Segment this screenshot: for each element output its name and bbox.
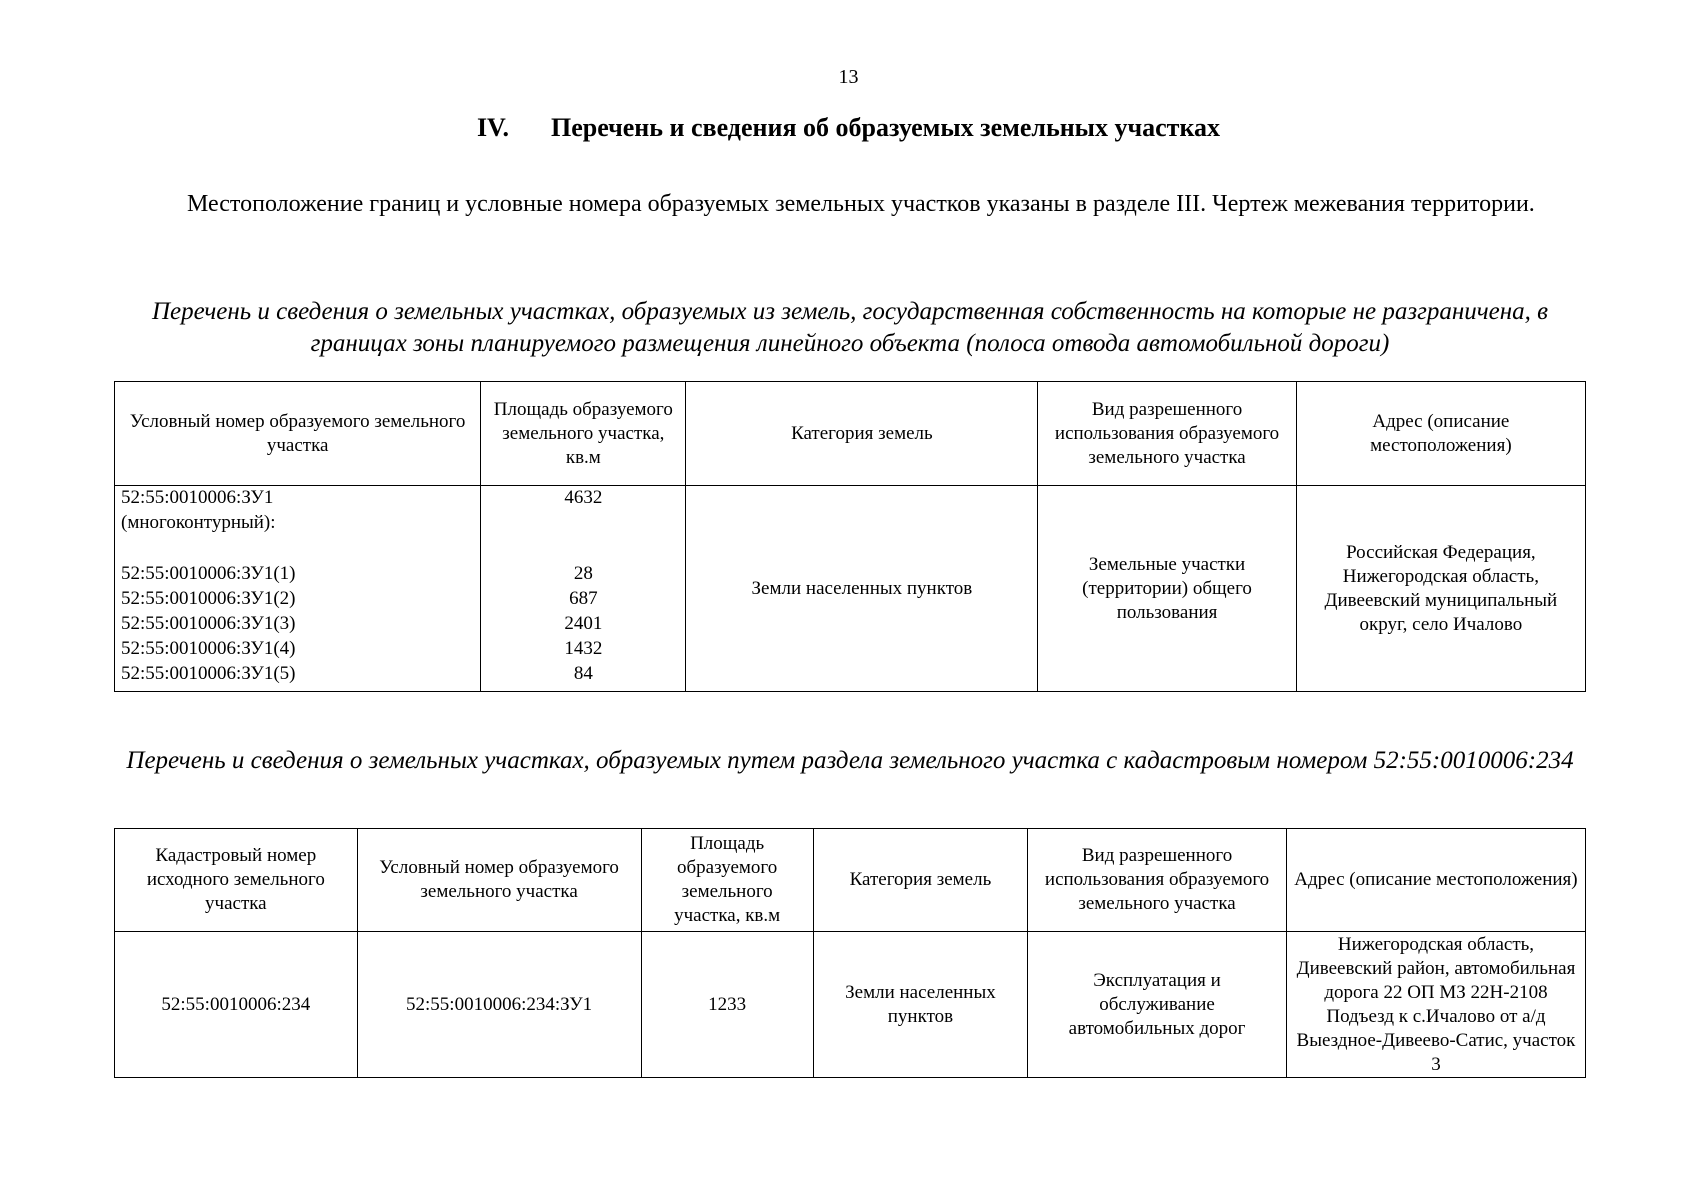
- contour-number: 52:55:0010006:ЗУ1(3): [121, 613, 296, 634]
- header-cell: Категория земель: [813, 829, 1027, 932]
- header-cell: Кадастровый номер исходного земельного участка: [115, 829, 358, 932]
- header-cell: Вид разрешенного использования образуемого земельного участка: [1038, 382, 1296, 486]
- land-category-cell: Земли населенных пунктов: [686, 486, 1038, 692]
- header-cell: Вид разрешенного использования образуемого земельного участка: [1028, 829, 1287, 932]
- plot-note: (многоконтурный):: [121, 512, 276, 533]
- header-cell: Адрес (описание местоположения): [1296, 382, 1585, 486]
- contour-area: 28: [573, 563, 593, 584]
- plot-numbers-cell: [115, 486, 481, 692]
- spacer: [487, 511, 679, 536]
- section-title: Перечень и сведения об образуемых земельных участках: [550, 113, 1221, 142]
- table-planned-plots: [114, 381, 1586, 692]
- new-plot-number-cell: 52:55:0010006:234:ЗУ1: [357, 932, 641, 1078]
- contour-area: 1432: [564, 638, 603, 659]
- source-cadastral-number-cell: 52:55:0010006:234: [115, 932, 358, 1078]
- contour-area: 2401: [564, 613, 603, 634]
- contour-number: 52:55:0010006:ЗУ1(1): [121, 563, 296, 584]
- table-partition-plots: [114, 828, 1586, 1078]
- table-header-row: [115, 382, 1586, 486]
- header-cell: Адрес (описание местоположения): [1286, 829, 1585, 932]
- contour-area: 84: [573, 663, 593, 684]
- header-cell: Площадь образуемого земельного участка, кв.м: [481, 382, 686, 486]
- table-row: [115, 486, 1586, 692]
- section-heading: [0, 113, 1697, 143]
- permitted-use-cell: Эксплуатация и обслуживание автомобильных дорог: [1028, 932, 1287, 1078]
- plot-areas-cell: [481, 486, 686, 692]
- spacer: [487, 536, 679, 562]
- address-cell: Нижегородская область, Дивеевский район, автомобильная дорога 22 ОП МЗ 22Н-2108 Подъезд к с.Ичалово от а/д Выездное-Дивеево-Сатис, участок 3: [1286, 932, 1585, 1078]
- contour-number: 52:55:0010006:ЗУ1(2): [121, 588, 296, 609]
- page-number: 13: [838, 66, 859, 88]
- contour-number: 52:55:0010006:ЗУ1(4): [121, 638, 296, 659]
- permitted-use-cell: Земельные участки (территории) общего пользования: [1038, 486, 1296, 692]
- intro-paragraph: Местоположение границ и условные номера образуемых земельных участков указаны в разделе III. Чертеж межевания территории.: [187, 191, 1535, 217]
- plot-area: 4632: [564, 487, 603, 508]
- land-category-cell: Земли населенных пунктов: [813, 932, 1027, 1078]
- contour-area: 687: [569, 588, 598, 609]
- address-cell: Российская Федерация, Нижегородская область, Дивеевский муниципальный округ, село Ичалово: [1296, 486, 1585, 692]
- plot-area-cell: 1233: [641, 932, 813, 1078]
- table-header-row: [115, 829, 1586, 932]
- contour-number: 52:55:0010006:ЗУ1(5): [121, 663, 296, 684]
- plot-number: 52:55:0010006:ЗУ1: [121, 487, 274, 508]
- header-cell: Условный номер образуемого земельного участка: [115, 382, 481, 486]
- header-cell: Площадь образуемого земельного участка, кв.м: [641, 829, 813, 932]
- header-cell: Условный номер образуемого земельного участка: [357, 829, 641, 932]
- table2-caption: Перечень и сведения о земельных участках, образуемых путем раздела земельного участка с кадастровым номером 52:55:0010006:234: [126, 747, 1574, 774]
- table-row: [115, 932, 1586, 1078]
- table1-caption: Перечень и сведения о земельных участках, образуемых из земель, государственная собственность на которые не разграничена, в границах зоны планируемого размещения линейного объекта (полоса отвода автомобильной дороги): [151, 298, 1549, 357]
- spacer: [121, 536, 474, 562]
- section-number: IV.: [476, 113, 509, 142]
- header-cell: Категория земель: [686, 382, 1038, 486]
